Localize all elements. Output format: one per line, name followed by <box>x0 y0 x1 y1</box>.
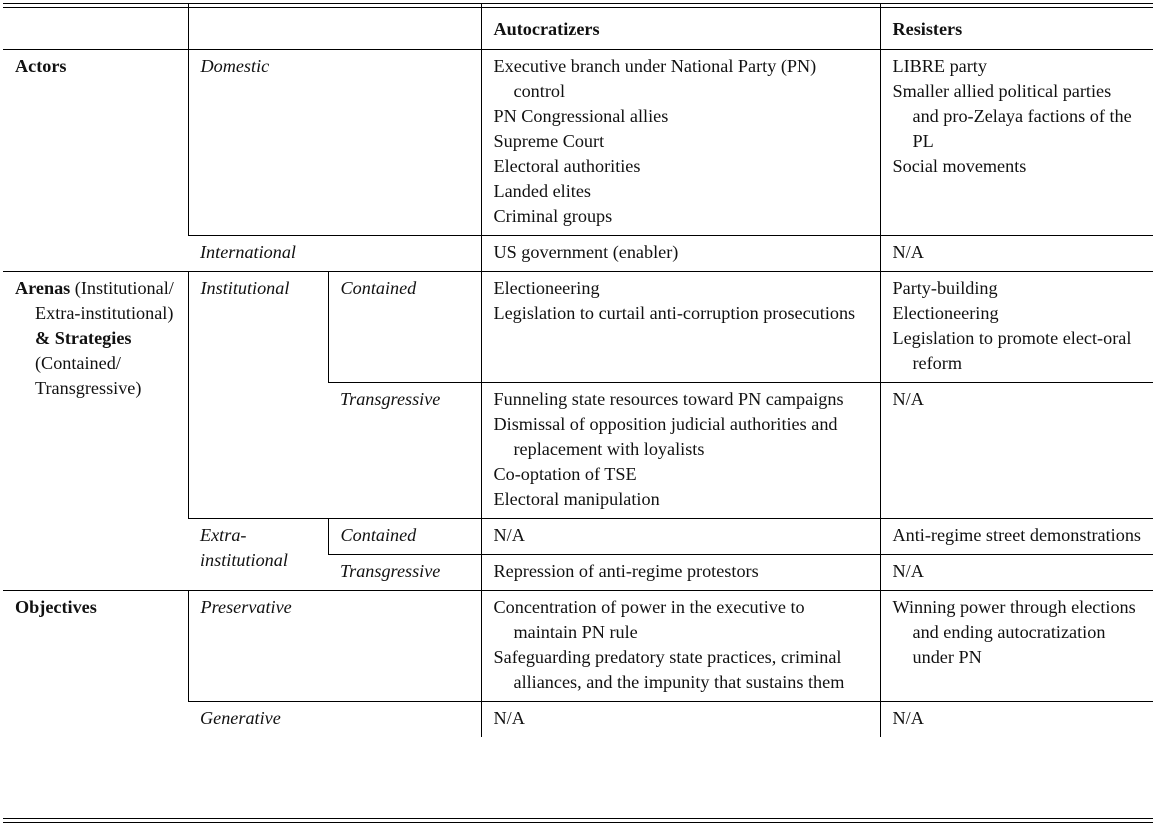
bottom-rule-double <box>3 822 1153 823</box>
extra-contained-resisters-cell <box>880 519 1153 555</box>
list-item: Safeguarding predatory state practices, criminal alliances, and the impunity that sustains them <box>493 647 845 692</box>
extra-contained-label: Contained <box>328 519 481 555</box>
domestic-autocratizers-cell <box>481 50 880 236</box>
arenas-label: Arenas <box>15 278 71 298</box>
list-item: Supreme Court <box>493 131 605 151</box>
extra-transgressive-label: Transgressive <box>328 555 481 591</box>
autocratization-table <box>3 4 1153 737</box>
arenas-sublabel: (Institutional/ Extra-institutional) <box>35 278 174 323</box>
header-empty-cell <box>3 4 188 50</box>
institutional-transgressive-label: Transgressive <box>328 383 481 519</box>
list-item: Legislation to curtail anti-corruption prosecutions <box>493 303 856 323</box>
row-institutional-contained <box>3 272 1153 383</box>
preservative-label: Preservative <box>188 591 481 702</box>
strategies-label: Strategies <box>54 328 132 348</box>
generative-resisters: N/A <box>880 702 1153 738</box>
row-actors-domestic <box>3 50 1153 236</box>
list-item: Landed elites <box>493 181 591 201</box>
list-item: Smaller allied political parties and pro-Zelaya factions of the PL <box>892 81 1132 151</box>
preservative-resisters-cell <box>880 591 1153 702</box>
list-item: Executive branch under National Party (PN) control <box>493 56 817 101</box>
extra-transgressive-resisters: N/A <box>880 555 1153 591</box>
institutional-label: Institutional <box>188 272 328 519</box>
row-objectives-preservative <box>3 591 1153 702</box>
domestic-resisters-cell <box>880 50 1153 236</box>
bottom-rule <box>3 818 1153 819</box>
list-item: Concentration of power in the executive to maintain PN rule <box>493 597 805 642</box>
list-item: Electioneering <box>892 303 999 323</box>
preservative-autocratizers-cell <box>481 591 880 702</box>
header-autocratizers: Autocratizers <box>481 4 880 50</box>
institutional-transgressive-resisters: N/A <box>880 383 1153 519</box>
header-resisters: Resisters <box>880 4 1153 50</box>
extra-contained-autocratizers: N/A <box>481 519 880 555</box>
institutional-contained-resisters-cell <box>880 272 1153 383</box>
extra-institutional-label: Extra-institutional <box>188 519 328 591</box>
list-item: Party-building <box>892 278 998 298</box>
list-item: PN Congressional allies <box>493 106 669 126</box>
list-item: Social movements <box>892 156 1027 176</box>
list-item: Funneling state resources toward PN campaigns <box>493 389 844 409</box>
header-row <box>3 4 1153 50</box>
list-item: Electoral authorities <box>493 156 641 176</box>
actors-label: Actors <box>3 50 188 272</box>
international-label: International <box>188 236 481 272</box>
strategies-sublabel: (Contained/ Transgressive) <box>35 353 142 398</box>
domestic-label: Domestic <box>188 50 481 236</box>
list-item: LIBRE party <box>892 56 987 76</box>
arenas-ampersand: & <box>35 328 51 348</box>
institutional-contained-label: Contained <box>328 272 481 383</box>
header-empty-cell-2 <box>188 4 481 50</box>
list-item: Criminal groups <box>493 206 613 226</box>
institutional-contained-autocratizers-cell <box>481 272 880 383</box>
extra-transgressive-autocratizers: Repression of anti-regime protestors <box>481 555 880 591</box>
arenas-label-cell <box>3 272 188 591</box>
list-item: Electioneering <box>493 278 600 298</box>
list-item: Anti-regime street demonstrations <box>892 525 1141 545</box>
list-item: Dismissal of opposition judicial authorities and replacement with loyalists <box>493 414 838 459</box>
generative-autocratizers: N/A <box>481 702 880 738</box>
list-item: Legislation to promote elect-oral reform <box>892 328 1132 373</box>
objectives-label: Objectives <box>3 591 188 738</box>
international-resisters: N/A <box>880 236 1153 272</box>
international-autocratizers: US government (enabler) <box>481 236 880 272</box>
domestic-resisters-list <box>893 54 1142 179</box>
institutional-transgressive-autocratizers-cell <box>481 383 880 519</box>
list-item: Electoral manipulation <box>493 489 660 509</box>
list-item: Co-optation of TSE <box>493 464 637 484</box>
domestic-autocratizers-list <box>494 54 868 229</box>
generative-label: Generative <box>188 702 481 738</box>
list-item: Winning power through elections and ending autocratization under PN <box>892 597 1136 667</box>
